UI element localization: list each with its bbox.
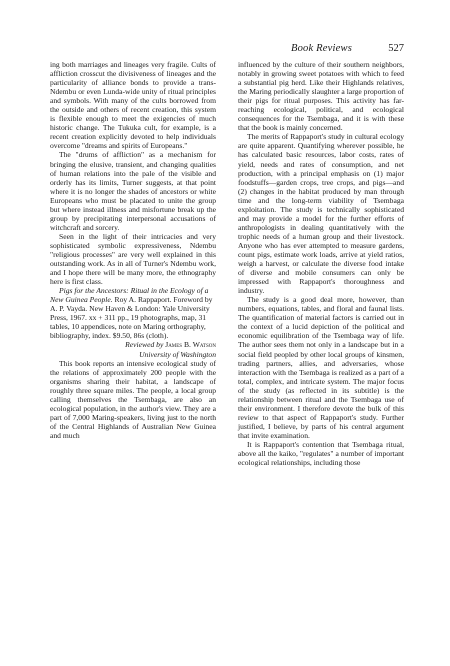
left-column	[50, 60, 216, 440]
paragraph: This book reports an intensive ecological study of the relations of approximately 200 people with the organisms sharing their habitat, a landscape of roughly three square miles. The people, a local group calling themselves the Tsembaga, are also an ecological population, in the author's view. They are a part of 7,000 Maring-speakers, living just to the north of the Central Highlands of Australian New Guinea and much	[50, 358, 216, 440]
reviewed-by-label: Reviewed by	[125, 340, 164, 350]
book-citation	[50, 286, 216, 340]
running-head-title: Book Reviews	[290, 43, 352, 54]
paragraph: influenced by the culture of their southern neighbors, notably in growing sweet potatoes with which to feed a substantial pig herd. Like their Highlands relatives, the Maring periodically slaughter a large proportion of their pigs for ritual purposes. This activity has far-reaching ecological, political, and ecological consequences for the Tsembaga, and it is with these that the book is mainly concerned.	[238, 60, 404, 133]
reviewer-name: James B. Watson	[165, 340, 216, 350]
reviewer-block	[50, 340, 216, 358]
paragraph: The "drums of affliction" as a mechanism for bringing the elusive, transient, and changing qualities of human relations into the pale of the visible and orderly has its limits, Turner suggests, at that point where it is no longer the shades of ancestors or white Europeans who must be placated to unite the group but where instead illness and misfortune break up the group by precipitating interpersonal accusations of witchcraft and sorcery.	[50, 150, 216, 232]
paragraph: ing both marriages and lineages very fragile. Cults of affliction crosscut the divisiveness of lineages and the particularity of alliance bonds to provide a trans-Ndembu or even Lunda-wide unity of ritual principles and symbols. With many of the cults borrowed from the outside and others of recent creation, this system is flexible enough to meet the exigencies of much historic change. The Tukuka cult, for example, is a recent creation explicitly devoted to help individuals overcome "dreams and spirits of Europeans."	[50, 60, 216, 151]
right-column	[238, 60, 404, 467]
paragraph: The merits of Rappaport's study in cultural ecology are quite apparent. Quantifying wherever possible, he has calculated basic resources, labor costs, rates of yield, needs and rates of consumption, and net production, with a principal emphasis on (1) major foodstuffs—garden crops, tree crops, and pigs—and (2) changes in the habitat produced by man through time and the long-term viability of Tsembaga exploitation. The study is technically sophisticated and may provide a model for the further efforts of anthropologists in dealing quantitatively with the trophic needs of a human group and their livestock. Anyone who has ever attempted to measure gardens, count pigs, estimate work loads, arrive at yield ratios, weigh a harvest, or calculate the diverse food intake of diverse and mobile consumers can only be impressed with Rappaport's thoroughness and industry.	[238, 132, 404, 296]
reviewer-affiliation: University of Washington	[139, 349, 216, 359]
paragraph: It is Rappaport's contention that Tsembaga ritual, above all the kaiko, "regulates" a number of important ecological relationships, including those	[238, 439, 404, 468]
paragraph: The study is a good deal more, however, than numbers, equations, tables, and floral and faunal lists. The quantification of material factors is carried out in the context of a lucid depiction of the political and economic equilibration of the Tsembaga way of life. The author sees them not only in a landscape but in a social field peopled by other local groups of kinsmen, trading partners, allies, and adversaries, whose interaction with the Tsembaga is realized as a part of a total, complex, and intricate system. The major focus of the study (as reflected in its subtitle) is the relationship between ritual and the Tsembaga use of their environment. I therefore devote the bulk of this review to that aspect of Rappaport's study. Further justified, I believe, by parts of his central argument that invite examination.	[238, 295, 404, 440]
paragraph: Seen in the light of their intricacies and very sophisticated symbolic expressiveness, Ndembu "religious processes" are very well explained in this outstanding work. As in all of Turner's Ndembu work, and I hope there will be many more, the ethnography here is first class.	[50, 231, 216, 287]
page-number: 527	[388, 43, 404, 54]
book-author: Roy A. Rappaport.	[114, 295, 172, 305]
book-details: Foreword by A. P. Vayda. New Haven & London: Yale University Press, 1967. xx + 311 pp., 19 photographs, map, 31 tables, 10 appendices, note on Maring orthography, bibliography, index. $9.50, 86s (cloth).	[50, 295, 213, 341]
book-title: Pigs for the Ancestors: Ritual in the Ecology of a New Guinea People.	[50, 286, 209, 305]
page-header	[50, 43, 404, 57]
